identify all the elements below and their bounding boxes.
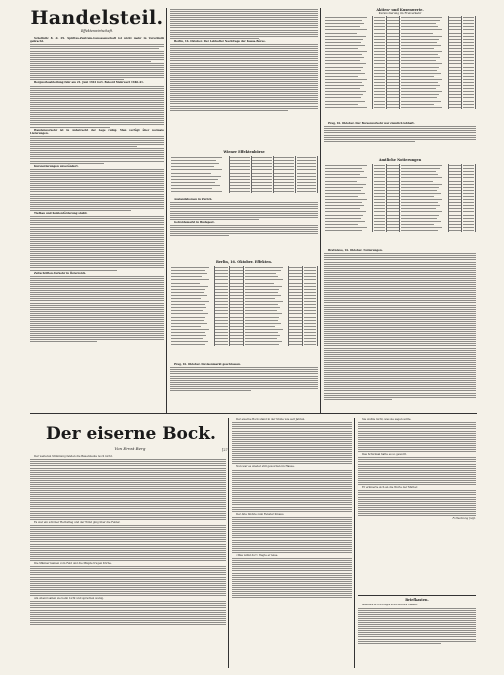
paragraph: Er erinnerte sich an die Worte der Mutter. (362, 486, 418, 490)
paragraph: »Was willst du?« fragte er leise. (236, 553, 279, 557)
text-block (170, 225, 318, 236)
novel-column-b (232, 418, 352, 670)
column-3-text-a (324, 122, 476, 156)
paragraph: Prag, 16. Oktober. Devisenmarkt geschlossen. (174, 363, 241, 366)
column-3-title: Aktien- und Kuxenwerte. (376, 8, 424, 12)
paragraph: Das Schicksal hatte es so gewollt. (362, 453, 407, 457)
column-rule (228, 418, 229, 668)
text-block (170, 367, 318, 391)
stock-table-2 (170, 266, 318, 346)
footnote-text (358, 604, 476, 668)
section-title: Handelsteil. (30, 7, 164, 29)
text-block (30, 136, 164, 164)
paragraph: Fortsetzung folgt. (452, 517, 476, 520)
text-block (232, 422, 352, 464)
text-block (30, 566, 226, 596)
text-block (170, 9, 318, 39)
paragraph: Berlin, 16. Oktober. Der Lebhafter Nachfrage der Kassa-Börse. (174, 39, 266, 43)
text-block (358, 490, 476, 516)
paragraph: Prag, 16. Oktober. Der Börsenverkehr war ziemlich lebhaft. (328, 122, 415, 125)
column-rule (354, 418, 355, 668)
novel-column-a (30, 455, 226, 670)
column-3-text-b (324, 249, 476, 411)
paragraph: Bergwerksabteilung fuhr am 21. Juni 1941 fort. Rekord Mehrwert 1940-41. (34, 81, 144, 85)
text-block (232, 517, 352, 553)
footnote-divider (358, 595, 476, 596)
paragraph: Der eiserne Bock stand in der Stube wie seit Jahren. (236, 418, 306, 421)
paragraph: Die Männer kamen vom Feld und die Mägde trugen Körbe. (34, 561, 112, 565)
table-heading: Wiener Effektenbörse (223, 150, 265, 154)
paragraph: Nun war es wieder still geworden im Hause. (236, 465, 295, 469)
paragraph: Der Alte blickte zum Fenster hinaus. (236, 512, 285, 516)
table-heading: Amtliche Notierungen (378, 158, 422, 162)
text-block (30, 169, 164, 211)
paragraph: Es war ein schöner Herbsttag und der Wind ging über die Felder. (34, 520, 121, 524)
paragraph: Schöllnitz 8. d. 29. Spiritus-Zentrale-Genossenschaft ist nicht mehr in Verschleiß gebracht. (30, 37, 164, 44)
paragraph: Der weiteren Stimmung fanden die Bauersleute noch nicht. (34, 455, 113, 458)
novel-author: Von Ernst Berg (114, 446, 146, 451)
column-2-text-b (170, 198, 318, 258)
paragraph: Zeitschriften-Verkehr in Österreich. (34, 271, 87, 275)
table-heading: Berlin, 16. Oktober. Effekten. (215, 260, 273, 264)
paragraph: Antworten an Leser folgen in der nächsten Nummer. (362, 604, 418, 606)
paragraph: Auslandsbörsen in Zürich. (174, 198, 213, 201)
text-block (170, 202, 318, 219)
footnote-title: Briefkasten. (405, 598, 429, 602)
text-block (358, 608, 476, 644)
novel-installment: [27 (222, 448, 228, 452)
text-block (232, 558, 352, 598)
paragraph: Handelsverkehr ist in Anbetracht der Lage ruhig. Man verfügt über normale Lieferungen. (30, 128, 164, 135)
text-block (324, 126, 476, 141)
text-block (358, 457, 476, 485)
text-block (30, 525, 226, 561)
column-1-text (30, 37, 164, 411)
text-block (170, 44, 318, 111)
paragraph: Am Abend saßen sie beim Licht und sprachen wenig. (34, 596, 104, 600)
novel-title: Der eiserne Bock. (46, 424, 216, 444)
column-2-text-c (170, 363, 318, 411)
stock-table-3 (324, 16, 476, 109)
text-block (30, 86, 164, 128)
feuilleton-divider (30, 413, 477, 414)
column-2-text (170, 8, 318, 148)
text-block (30, 216, 164, 270)
novel-column-c (358, 418, 476, 593)
paragraph: Bratislava, 16. Oktober. Notierungen. (328, 249, 383, 252)
paragraph: Kursnotierungen unverändert. (34, 164, 79, 168)
text-block (30, 601, 226, 625)
text-block (30, 459, 226, 519)
section-subtitle: Effektenwirtschaft. (80, 29, 114, 33)
paragraph: Sie wußte nicht, was sie sagen sollte. (362, 418, 412, 421)
paragraph: Getreidemarkt in Budapest. (174, 220, 215, 224)
text-block (30, 44, 164, 80)
text-block (30, 276, 164, 343)
paragraph: Tiefbau und Kohlenförderung stabil. (34, 211, 88, 215)
text-block (324, 253, 476, 399)
stock-table-1 (170, 156, 318, 193)
text-block (358, 422, 476, 452)
text-block (232, 470, 352, 512)
column-rule (166, 8, 167, 413)
stock-table-4 (324, 164, 476, 232)
column-3-subtitle: Kursnotierung im Freiverkehr (378, 11, 422, 15)
column-rule (320, 8, 321, 413)
